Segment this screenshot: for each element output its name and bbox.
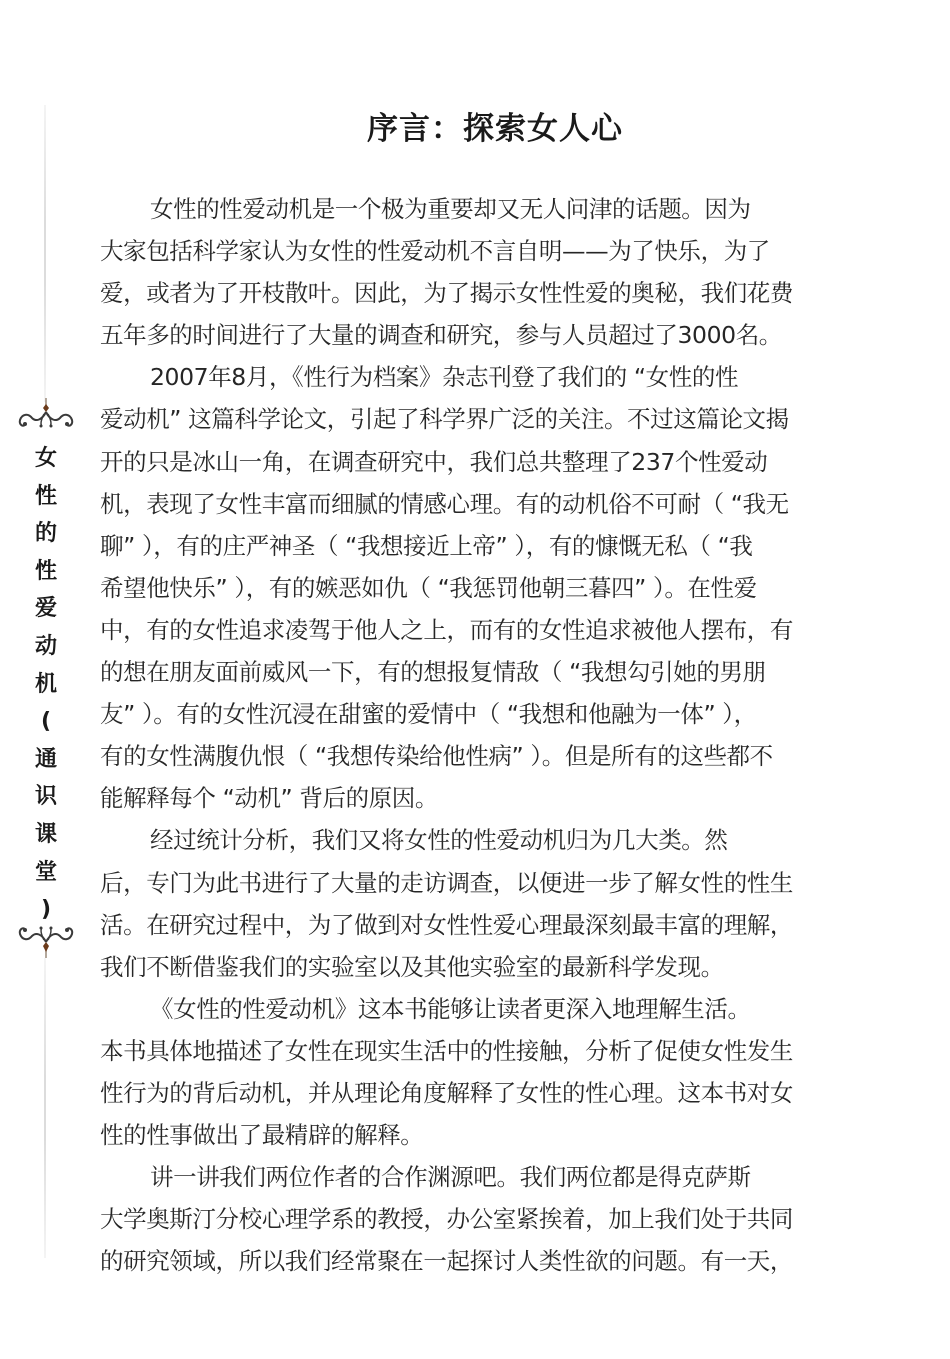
text-line: 爱，或者为了开枝散叶。因此，为了揭示女性性爱的奥秘，我们花费 [100,279,793,308]
page-title: 序言：探索女人心 [367,111,623,147]
text-line: 大家包括科学家认为女性的性爱动机不言自明——为了快乐，为了 [100,237,770,266]
text-line: 性的性事做出了最精辟的解释。 [100,1121,424,1150]
paragraph [100,188,860,356]
text-line: 爱动机” 这篇科学论文，引起了科学界广泛的关注。不过这篇论文揭 [100,405,789,434]
text-line: 聊” ），有的庄严神圣（ “我想接近上帝” ），有的慷慨无私（ “我 [100,531,753,560]
side-title-char: 的 [34,521,57,547]
text-line: 《女性的性爱动机》这本书能够让读者更深入地理解生活。 [150,994,751,1023]
side-title-char: ( [40,709,52,735]
paragraph [100,1156,860,1282]
paragraph [100,988,860,1156]
side-title-char: 堂 [34,859,57,885]
scroll-ornament-top-icon [14,398,78,432]
text-line: 经过统计分析，我们又将女性的性爱动机归为几大类。然 [150,826,728,855]
text-line: 机，表现了女性丰富而细腻的情感心理。有的动机俗不可耐（ “我无 [100,489,789,518]
text-line: 的想在朋友面前威风一下，有的想报复情敌（ “我想勾引她的男朋 [100,658,766,687]
side-title-char: 课 [34,821,57,847]
side-title-char: 爱 [34,596,57,622]
body-text [100,188,860,1282]
text-line: 五年多的时间进行了大量的调查和研究，参与人员超过了3000名。 [100,321,782,350]
text-line: 性行为的背后动机，并从理论角度解释了女性的性心理。这本书对女 [100,1078,793,1107]
text-line: 活。在研究过程中，为了做到对女性性爱心理最深刻最丰富的理解， [100,910,793,939]
text-line: 中，有的女性追求凌驾于他人之上，而有的女性追求被他人摆布，有 [100,615,793,644]
text-line: 本书具体地描述了女性在现实生活中的性接触，分析了促使女性发生 [100,1036,793,1065]
text-line: 的研究领域，所以我们经常聚在一起探讨人类性欲的问题。有一天， [100,1247,793,1276]
side-rule-top [44,105,46,402]
paragraph [100,356,860,819]
side-book-title [30,440,62,929]
text-line: 女性的性爱动机是一个极为重要却又无人问津的话题。因为 [150,195,751,223]
side-title-char: 性 [34,483,57,509]
side-title-char: 机 [34,671,57,697]
text-line: 有的女性满腹仇恨（ “我想传染给他性病” ）。但是所有的这些都不 [100,742,773,771]
text-line: 后，专门为此书进行了大量的走访调查，以便进一步了解女性的性生 [100,868,793,897]
side-rule-bottom [44,958,46,1258]
side-title-char: 性 [34,558,57,584]
text-line: 我们不断借鉴我们的实验室以及其他实验室的最新科学发现。 [100,952,724,981]
text-line: 大学奥斯汀分校心理学系的教授，办公室紧挨着，加上我们处于共同 [100,1205,793,1234]
side-title-char: 动 [34,633,57,659]
text-line: 希望他快乐” ），有的嫉恶如仇（ “我惩罚他朝三暮四” ）。在性爱 [100,573,757,602]
text-line: 讲一讲我们两位作者的合作渊源吧。我们两位都是得克萨斯 [150,1163,751,1192]
text-line: 友” ）。有的女性沉浸在甜蜜的爱情中（ “我想和他融为一体” ）， [100,700,757,729]
text-line: 能解释每个 “动机” 背后的原因。 [100,784,438,813]
scroll-ornament-bottom-icon [14,924,78,958]
side-title-char: ) [40,897,52,923]
text-line: 2007年8月，《性行为档案》杂志刊登了我们的 “女性的性 [150,363,739,392]
side-title-char: 通 [34,746,57,772]
side-title-char: 女 [34,446,57,471]
paragraph [100,819,860,987]
text-line: 开的只是冰山一角，在调查研究中，我们总共整理了237个性爱动 [100,447,768,476]
side-title-char: 识 [34,784,57,810]
